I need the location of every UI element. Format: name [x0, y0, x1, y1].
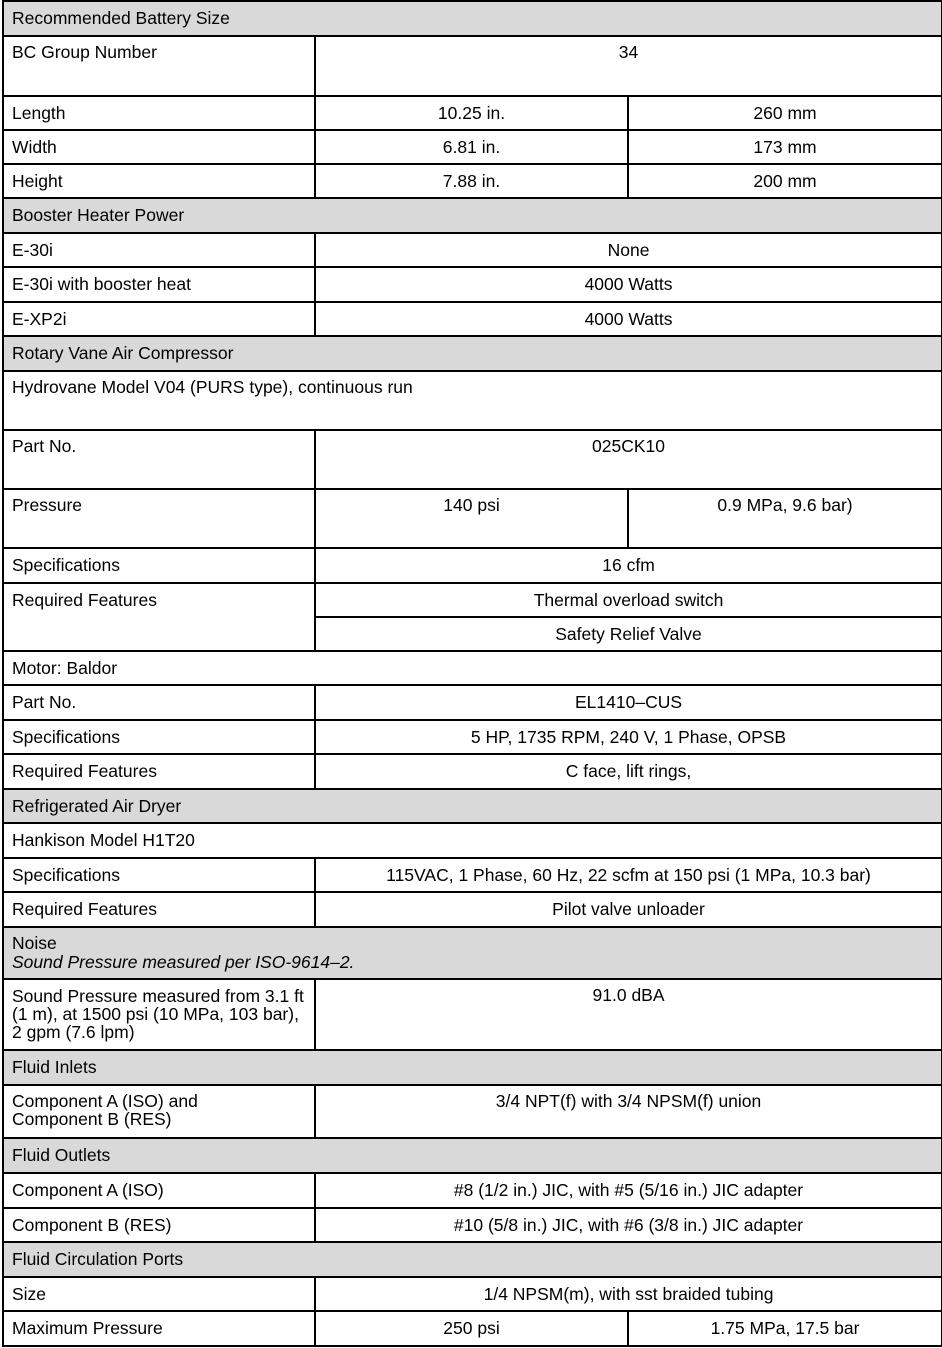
section-header-battery	[3, 1, 942, 36]
section-header-motor	[3, 651, 942, 685]
inlets-header: Fluid Inlets	[3, 1050, 942, 1085]
section-header-compressor	[3, 336, 942, 371]
row-label: Height	[3, 164, 315, 198]
table-row	[3, 430, 942, 489]
table-row	[3, 267, 942, 302]
table-row	[3, 979, 942, 1050]
specifications-table	[2, 0, 942, 1347]
table-row	[3, 96, 942, 130]
table-row	[3, 233, 942, 267]
row-value-mpa: 1.75 MPa, 17.5 bar	[628, 1311, 942, 1346]
noise-subheader: Sound Pressure measured per ISO-9614–2.	[12, 952, 355, 972]
row-label: Size	[3, 1277, 315, 1311]
row-value-psi: 250 psi	[315, 1311, 628, 1346]
row-value: 3/4 NPT(f) with 3/4 NPSM(f) union	[315, 1085, 942, 1138]
table-row	[3, 371, 942, 430]
table-row	[3, 1277, 942, 1311]
table-row	[3, 685, 942, 720]
table-row	[3, 583, 942, 617]
row-label: Component B (RES)	[3, 1208, 315, 1242]
table-row	[3, 1208, 942, 1242]
row-label: Pressure	[3, 489, 315, 548]
booster-header: Booster Heater Power	[3, 198, 942, 233]
section-header-inlets	[3, 1050, 942, 1085]
outlets-header: Fluid Outlets	[3, 1138, 942, 1173]
table-row	[3, 892, 942, 927]
row-value-in: 6.81 in.	[315, 130, 628, 164]
section-header-circulation	[3, 1242, 942, 1277]
row-value: 91.0 dBA	[315, 979, 942, 1050]
row-value: 4000 Watts	[315, 267, 942, 302]
row-label: Required Features	[3, 754, 315, 789]
table-row	[3, 302, 942, 336]
row-value-in: 10.25 in.	[315, 96, 628, 130]
row-label: Required Features	[3, 892, 315, 927]
row-label: E-XP2i	[3, 302, 315, 336]
section-header-noise	[3, 927, 942, 979]
row-value-mpa: 0.9 MPa, 9.6 bar)	[628, 489, 942, 548]
row-value-psi: 140 psi	[315, 489, 628, 548]
table-row	[3, 1173, 942, 1208]
compressor-model: Hydrovane Model V04 (PURS type), continuous run	[3, 371, 942, 430]
section-header-dryer	[3, 789, 942, 823]
row-label: Width	[3, 130, 315, 164]
dryer-header: Refrigerated Air Dryer	[3, 789, 942, 823]
row-label: BC Group Number	[3, 36, 315, 96]
table-row	[3, 548, 942, 583]
row-label: Maximum Pressure	[3, 1311, 315, 1346]
table-row	[3, 754, 942, 789]
row-label: Component A (ISO)	[3, 1173, 315, 1208]
row-value: 025CK10	[315, 430, 942, 489]
row-value: #10 (5/8 in.) JIC, with #6 (3/8 in.) JIC adapter	[315, 1208, 942, 1242]
row-value-mm: 260 mm	[628, 96, 942, 130]
battery-header: Recommended Battery Size	[3, 1, 942, 36]
row-label: Sound Pressure measured from 3.1 ft (1 m), at 1500 psi (10 MPa, 103 bar), 2 gpm (7.6 lpm)	[3, 979, 315, 1050]
row-value: 115VAC, 1 Phase, 60 Hz, 22 scfm at 150 psi (1 MPa, 10.3 bar)	[315, 858, 942, 892]
table-row	[3, 1311, 942, 1346]
table-row	[3, 858, 942, 892]
row-label: Part No.	[3, 430, 315, 489]
section-header-booster	[3, 198, 942, 233]
row-value: 16 cfm	[315, 548, 942, 583]
row-value: Safety Relief Valve	[315, 617, 942, 651]
table-row	[3, 130, 942, 164]
row-label: Length	[3, 96, 315, 130]
row-value-in: 7.88 in.	[315, 164, 628, 198]
row-label: Specifications	[3, 720, 315, 754]
row-label: Part No.	[3, 685, 315, 720]
row-value-mm: 173 mm	[628, 130, 942, 164]
row-value: #8 (1/2 in.) JIC, with #5 (5/16 in.) JIC adapter	[315, 1173, 942, 1208]
row-value: 1/4 NPSM(m), with sst braided tubing	[315, 1277, 942, 1311]
row-value-mm: 200 mm	[628, 164, 942, 198]
circulation-header: Fluid Circulation Ports	[3, 1242, 942, 1277]
row-label: Specifications	[3, 858, 315, 892]
row-value: None	[315, 233, 942, 267]
row-value: 5 HP, 1735 RPM, 240 V, 1 Phase, OPSB	[315, 720, 942, 754]
compressor-header: Rotary Vane Air Compressor	[3, 336, 942, 371]
row-label: Specifications	[3, 548, 315, 583]
row-value: 34	[315, 36, 942, 96]
section-header-outlets	[3, 1138, 942, 1173]
row-label: Required Features	[3, 583, 315, 651]
table-row	[3, 823, 942, 858]
dryer-model: Hankison Model H1T20	[3, 823, 942, 858]
table-row	[3, 720, 942, 754]
table-row	[3, 1085, 942, 1138]
table-row	[3, 36, 942, 96]
row-label: E-30i with booster heat	[3, 267, 315, 302]
row-value: 4000 Watts	[315, 302, 942, 336]
row-value: Pilot valve unloader	[315, 892, 942, 927]
motor-header: Motor: Baldor	[3, 651, 942, 685]
table-row	[3, 489, 942, 548]
row-value: Thermal overload switch	[315, 583, 942, 617]
row-value: EL1410–CUS	[315, 685, 942, 720]
noise-header: Noise	[12, 933, 57, 953]
row-label: E-30i	[3, 233, 315, 267]
table-row	[3, 164, 942, 198]
row-label: Component A (ISO) and Component B (RES)	[3, 1085, 315, 1138]
row-value: C face, lift rings,	[315, 754, 942, 789]
